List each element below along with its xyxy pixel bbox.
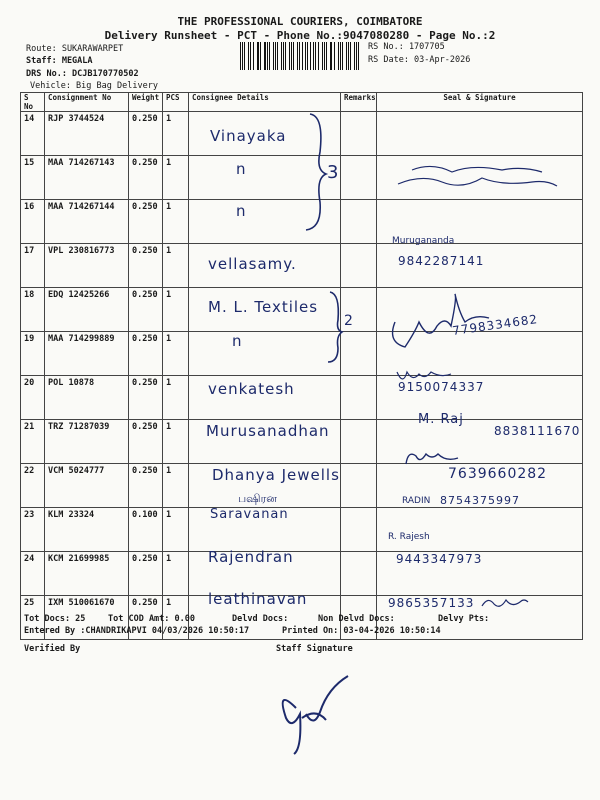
cell-weight: 0.250 bbox=[129, 464, 163, 508]
hw-sig-name: Murugananda bbox=[392, 236, 455, 246]
barcode-bar bbox=[313, 42, 314, 70]
cell-sno: 22 bbox=[21, 464, 45, 508]
cell-sno: 19 bbox=[21, 332, 45, 376]
cell-signature bbox=[377, 508, 583, 552]
cell-consignment: RJP 3744524 bbox=[45, 112, 129, 156]
hw-ditto: n bbox=[232, 332, 243, 350]
hw-sig-phone: 8838111670 bbox=[494, 424, 581, 438]
cell-consignment: VCM 5024777 bbox=[45, 464, 129, 508]
hw-vinayaga: Vinayaka bbox=[210, 127, 287, 145]
hw-venkatesh: venkatesh bbox=[208, 380, 295, 398]
col-header: S No bbox=[21, 93, 45, 112]
cell-weight: 0.250 bbox=[129, 200, 163, 244]
barcode-bar bbox=[285, 42, 286, 70]
cell-pcs: 1 bbox=[163, 244, 189, 288]
cell-sno: 25 bbox=[21, 596, 45, 640]
cell-pcs: 1 bbox=[163, 552, 189, 596]
cell-consignment: TRZ 71287039 bbox=[45, 420, 129, 464]
cell-sno: 23 bbox=[21, 508, 45, 552]
cell-pcs: 1 bbox=[163, 508, 189, 552]
barcode-bar bbox=[358, 42, 359, 70]
cell-signature bbox=[377, 112, 583, 156]
cell-pcs: 1 bbox=[163, 288, 189, 332]
col-header: PCS bbox=[163, 93, 189, 112]
barcode-bar bbox=[253, 42, 254, 70]
cell-remarks bbox=[341, 244, 377, 288]
rs-date: RS Date: 03-Apr-2026 bbox=[368, 55, 471, 65]
table-row bbox=[21, 376, 583, 420]
barcode-bar bbox=[318, 42, 319, 70]
cell-remarks bbox=[341, 508, 377, 552]
cell-consignment: MAA 714267143 bbox=[45, 156, 129, 200]
barcode-bar bbox=[331, 42, 332, 70]
signature-scribble bbox=[480, 594, 530, 612]
staff: Staff: MEGALA bbox=[26, 56, 93, 66]
total-cod: Tot COD Amt: 0.00 bbox=[108, 614, 195, 624]
hw-ml-textiles: M. L. Textiles bbox=[208, 298, 319, 316]
cell-remarks bbox=[341, 420, 377, 464]
barcode-bar bbox=[305, 42, 306, 70]
cell-sno: 16 bbox=[21, 200, 45, 244]
table-row bbox=[21, 552, 583, 596]
hw-murugan: Murusanadhan bbox=[206, 422, 330, 440]
hw-sig-phone: 9865357133 bbox=[388, 596, 475, 610]
cell-remarks bbox=[341, 464, 377, 508]
verified-by-label: Verified By bbox=[24, 644, 81, 654]
cell-remarks bbox=[341, 552, 377, 596]
col-header: Consignee Details bbox=[189, 93, 341, 112]
cell-weight: 0.250 bbox=[129, 552, 163, 596]
cell-pcs: 1 bbox=[163, 420, 189, 464]
col-header: Remarks bbox=[341, 93, 377, 112]
hw-sig-phone: 9443347973 bbox=[396, 552, 483, 566]
hw-sig-phone: 8754375997 bbox=[440, 494, 520, 507]
barcode-bar bbox=[346, 42, 347, 70]
cell-consignment: KLM 23324 bbox=[45, 508, 129, 552]
total-docs: Tot Docs: 25 bbox=[24, 614, 86, 624]
barcode-bar bbox=[350, 42, 351, 70]
cell-sno: 20 bbox=[21, 376, 45, 420]
barcode-bar bbox=[293, 42, 294, 70]
barcode-bar bbox=[264, 42, 265, 70]
cell-weight: 0.250 bbox=[129, 244, 163, 288]
hw-sig-phone: 7639660282 bbox=[448, 466, 548, 482]
cell-sno: 17 bbox=[21, 244, 45, 288]
hw-vellasamy: vellasamy. bbox=[208, 255, 297, 273]
col-header: Consignment No bbox=[45, 93, 129, 112]
staff-signature bbox=[266, 668, 356, 758]
hw-bracket-count: 3 bbox=[327, 162, 340, 183]
barcode-bar bbox=[277, 42, 278, 70]
hw-leathinavan: leathinavan bbox=[208, 590, 308, 608]
hw-ditto: n bbox=[236, 202, 247, 220]
cell-consignment: POL 10878 bbox=[45, 376, 129, 420]
runsheet-subtitle: Delivery Runsheet - PCT - Phone No.:9047080280 - Page No.:2 bbox=[104, 29, 496, 42]
cell-remarks bbox=[341, 156, 377, 200]
cell-sno: 24 bbox=[21, 552, 45, 596]
hw-dhanya: Dhanya Jewells bbox=[212, 466, 340, 484]
hw-sig-phone: 7798334682 bbox=[451, 312, 539, 338]
col-header: Weight bbox=[129, 93, 163, 112]
company-title: THE PROFESSIONAL COURIERS, COIMBATORE bbox=[177, 15, 423, 28]
cell-pcs: 1 bbox=[163, 156, 189, 200]
col-header: Seal & Signature bbox=[377, 93, 583, 112]
table-row bbox=[21, 244, 583, 288]
cell-remarks bbox=[341, 200, 377, 244]
signature-scribble bbox=[392, 160, 562, 195]
cell-weight: 0.250 bbox=[129, 376, 163, 420]
table-header-row bbox=[21, 93, 583, 112]
cell-consignment: MAA 714299889 bbox=[45, 332, 129, 376]
cell-pcs: 1 bbox=[163, 596, 189, 640]
hw-ditto: n bbox=[236, 160, 247, 178]
cell-sno: 21 bbox=[21, 420, 45, 464]
cell-pcs: 1 bbox=[163, 464, 189, 508]
cell-pcs: 1 bbox=[163, 112, 189, 156]
cell-consignee bbox=[189, 332, 341, 376]
table-row bbox=[21, 508, 583, 552]
barcode-bar bbox=[297, 42, 298, 70]
hw-sig-label: RADIN bbox=[402, 496, 431, 506]
non-delivered-docs: Non Delvd Docs: bbox=[318, 614, 395, 624]
hw-sig-name: R. Rajesh bbox=[388, 532, 430, 542]
cell-pcs: 1 bbox=[163, 332, 189, 376]
cell-sno: 14 bbox=[21, 112, 45, 156]
rs-number: RS No.: 1707705 bbox=[368, 42, 445, 52]
cell-consignment: KCM 21699985 bbox=[45, 552, 129, 596]
cell-weight: 0.250 bbox=[129, 332, 163, 376]
cell-sno: 18 bbox=[21, 288, 45, 332]
hw-sig-phone: 9842287141 bbox=[398, 254, 485, 268]
cell-consignment: IXM 510061670 bbox=[45, 596, 129, 640]
cell-weight: 0.100 bbox=[129, 508, 163, 552]
bracket-mark bbox=[326, 290, 346, 365]
drs-number: DRS No.: DCJB170770502 bbox=[26, 69, 139, 79]
hw-sig-name: M. Raj bbox=[418, 412, 464, 427]
printed-on: Printed On: 03-04-2026 10:50:14 bbox=[282, 626, 441, 636]
cell-weight: 0.250 bbox=[129, 156, 163, 200]
barcode-bar bbox=[248, 42, 249, 70]
cell-remarks bbox=[341, 112, 377, 156]
cell-weight: 0.250 bbox=[129, 596, 163, 640]
cell-consignment: MAA 714267144 bbox=[45, 200, 129, 244]
barcode-bar bbox=[260, 42, 261, 70]
cell-consignment: VPL 230816773 bbox=[45, 244, 129, 288]
entered-by: Entered By :CHANDRIKAPVI 04/03/2026 10:50:17 bbox=[24, 626, 250, 636]
hw-bracket-count: 2 bbox=[344, 313, 354, 329]
hw-saravanan: Saravanan bbox=[210, 507, 289, 522]
barcode-bar bbox=[322, 42, 323, 70]
hw-tamil-name: பஷிரன bbox=[238, 492, 277, 505]
barcode-image bbox=[240, 42, 362, 70]
cell-pcs: 1 bbox=[163, 200, 189, 244]
cell-weight: 0.250 bbox=[129, 288, 163, 332]
delivery-points: Delvy Pts: bbox=[438, 614, 490, 624]
cell-weight: 0.250 bbox=[129, 112, 163, 156]
cell-remarks bbox=[341, 376, 377, 420]
cell-consignment: EDQ 12425266 bbox=[45, 288, 129, 332]
hw-rajendran: Rajendran bbox=[208, 548, 294, 566]
cell-sno: 15 bbox=[21, 156, 45, 200]
delivered-docs: Delvd Docs: bbox=[232, 614, 289, 624]
barcode-bar bbox=[273, 42, 274, 70]
hw-sig-phone: 9150074337 bbox=[398, 380, 485, 394]
route: Route: SUKARAWARPET bbox=[26, 44, 124, 54]
signature-scribble bbox=[402, 448, 462, 468]
cell-pcs: 1 bbox=[163, 376, 189, 420]
vehicle: Vehicle: Big Bag Delivery bbox=[30, 81, 158, 91]
barcode-bar bbox=[240, 42, 241, 70]
cell-weight: 0.250 bbox=[129, 420, 163, 464]
staff-signature-label: Staff Signature bbox=[276, 644, 353, 654]
barcode-bar bbox=[338, 42, 339, 70]
